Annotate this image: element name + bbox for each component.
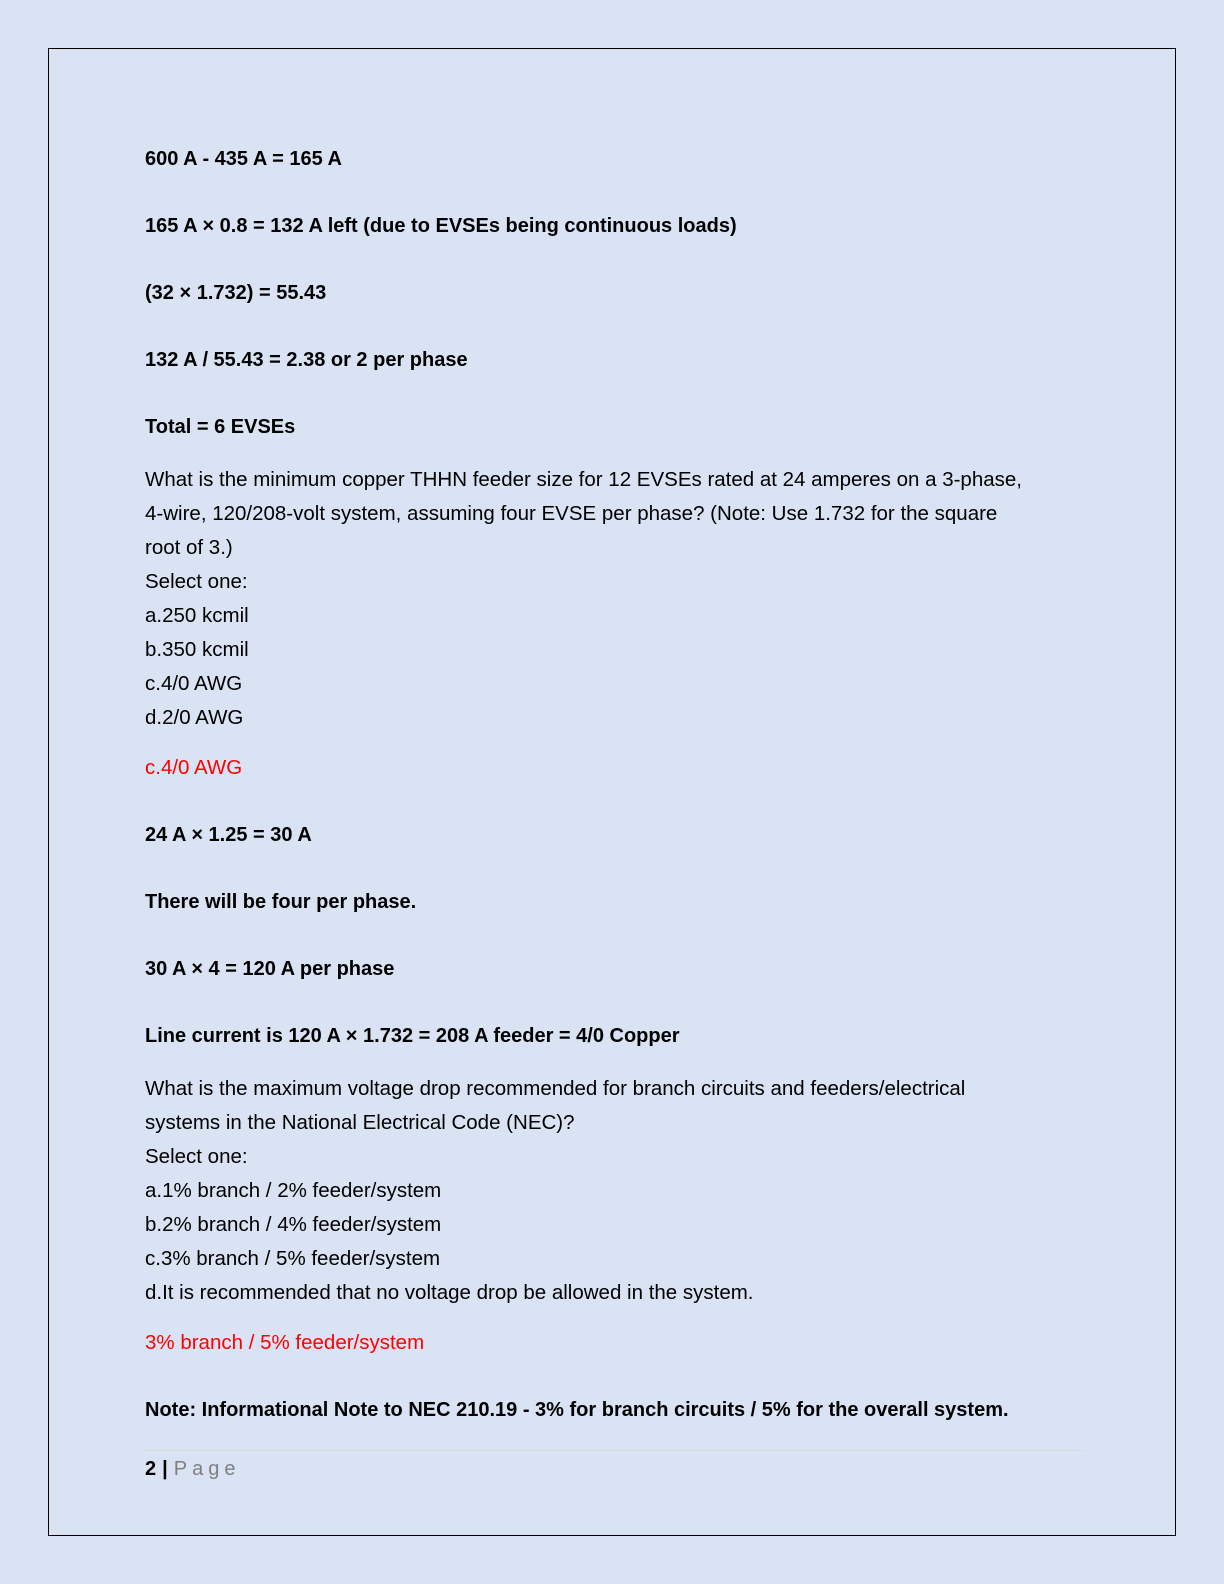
select-prompt: Select one: <box>145 570 248 593</box>
calc-total: Total = 6 EVSEs <box>145 416 296 438</box>
calc-line: 132 A / 55.43 = 2.38 or 2 per phase <box>145 349 468 371</box>
calc-line: There will be four per phase. <box>145 891 417 913</box>
question-text: 4-wire, 120/208-volt system, assuming four EVSE per phase? (Note: Use 1.732 for the square <box>145 502 998 525</box>
calc-line: (32 × 1.732) = 55.43 <box>145 282 327 304</box>
answer-option: a.250 kcmil <box>145 604 249 627</box>
question-text: What is the minimum copper THHN feeder size for 12 EVSEs rated at 24 amperes on a 3-phase, <box>145 468 1022 491</box>
calc-line: 24 A × 1.25 = 30 A <box>145 824 312 846</box>
calc-line: 600 A - 435 A = 165 A <box>145 148 342 170</box>
correct-answer: 3% branch / 5% feeder/system <box>145 1331 425 1354</box>
footer-divider <box>145 1450 1085 1451</box>
page-footer <box>145 1452 240 1486</box>
page-border <box>48 48 1176 1536</box>
answer-option: d.2/0 AWG <box>145 706 244 729</box>
answer-option: b.2% branch / 4% feeder/system <box>145 1213 442 1236</box>
question-text: systems in the National Electrical Code (NEC)? <box>145 1111 575 1134</box>
answer-option: b.350 kcmil <box>145 638 249 661</box>
correct-answer: c.4/0 AWG <box>145 756 243 779</box>
calc-line: 30 A × 4 = 120 A per phase <box>145 958 395 980</box>
answer-option: c.3% branch / 5% feeder/system <box>145 1247 441 1270</box>
question-text: root of 3.) <box>145 536 233 559</box>
footer-separator: | <box>162 1458 168 1480</box>
page-number: 2 <box>145 1458 157 1480</box>
page-label: Page <box>173 1458 241 1480</box>
answer-option: a.1% branch / 2% feeder/system <box>145 1179 442 1202</box>
calc-line: 165 A × 0.8 = 132 A left (due to EVSEs being continuous loads) <box>145 215 737 237</box>
note-text: Note: Informational Note to NEC 210.19 - 3% for branch circuits / 5% for the overall system. <box>145 1399 1009 1421</box>
answer-option: d.It is recommended that no voltage drop be allowed in the system. <box>145 1281 754 1304</box>
select-prompt: Select one: <box>145 1145 248 1168</box>
calc-line: Line current is 120 A × 1.732 = 208 A feeder = 4/0 Copper <box>145 1025 680 1047</box>
question-text: What is the maximum voltage drop recommended for branch circuits and feeders/electrical <box>145 1077 966 1100</box>
answer-option: c.4/0 AWG <box>145 672 243 695</box>
